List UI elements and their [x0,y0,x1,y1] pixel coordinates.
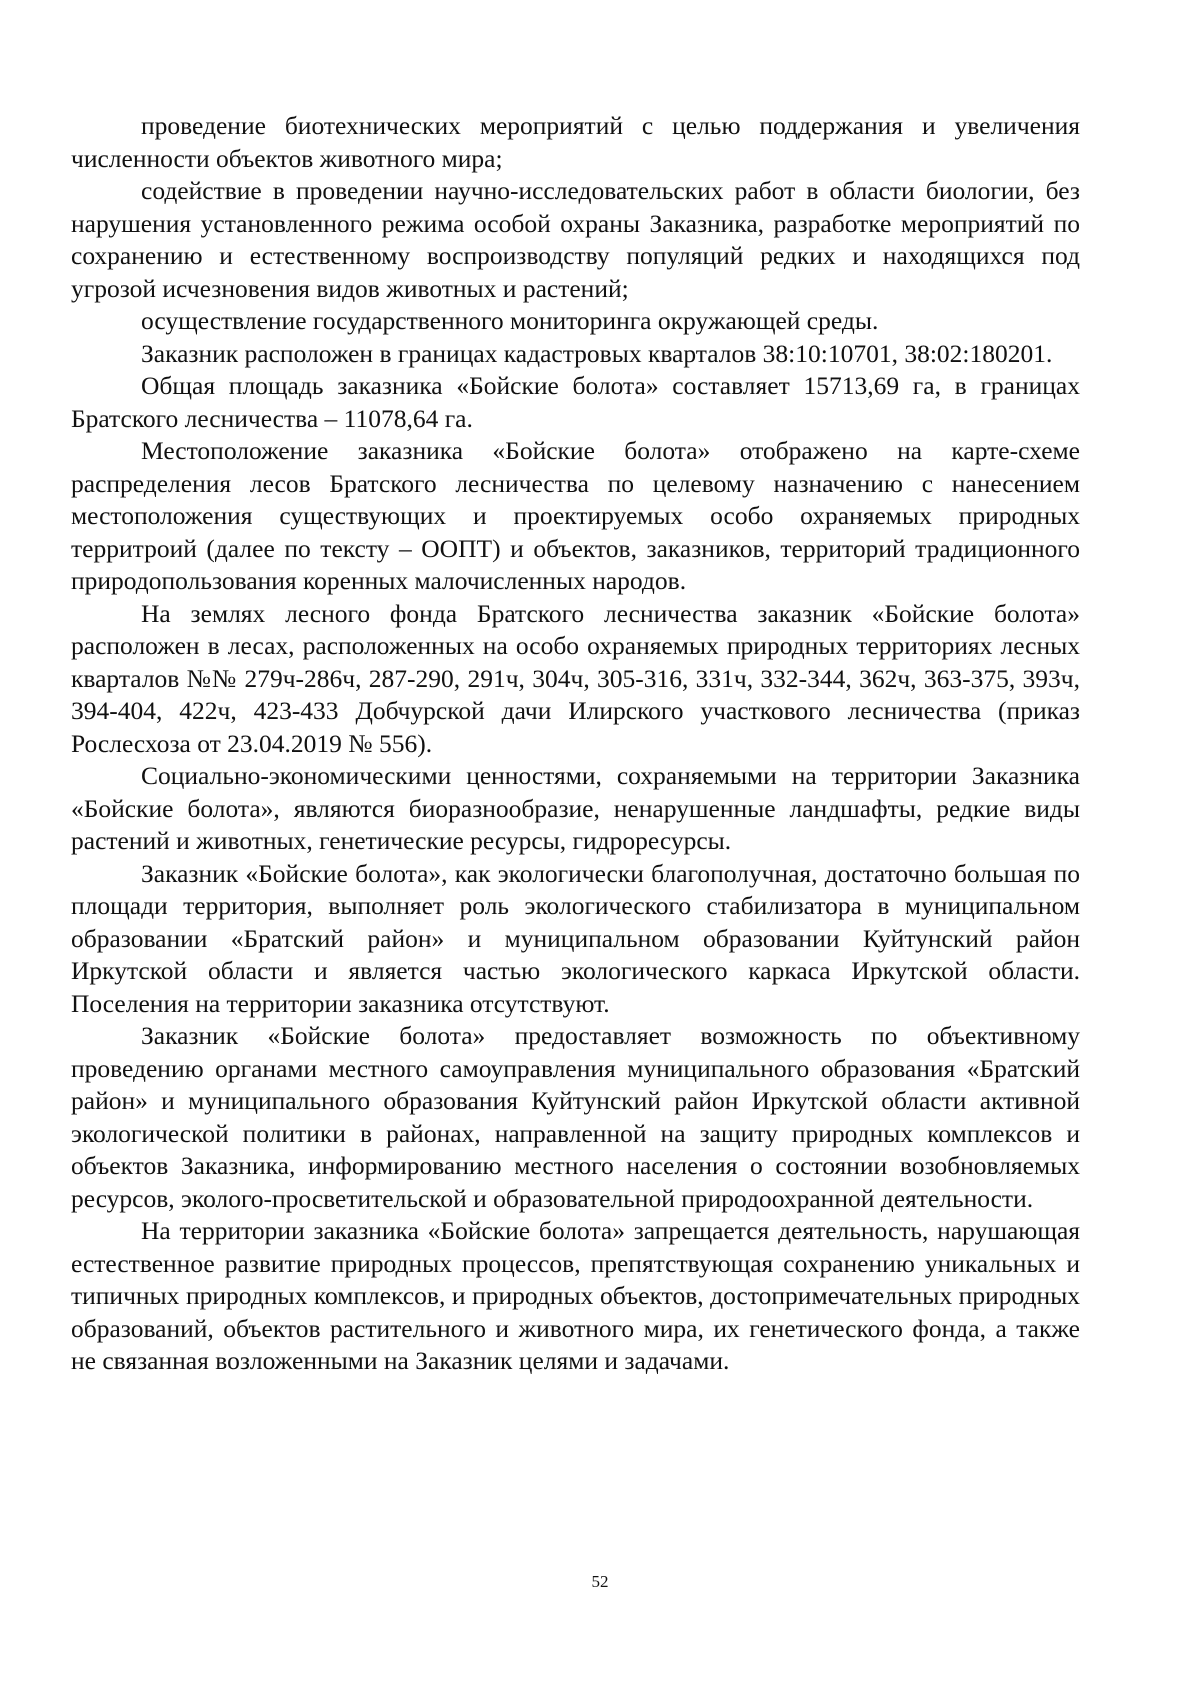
paragraph: проведение биотехнических мероприятий с целью поддержания и увеличения численности объектов животного мира; [71,111,1080,173]
paragraph: Заказник «Бойские болота», как экологически благополучная, достаточно большая по площади территория, выполняет роль экологического стабилизатора в муниципальном образовании «Братский район» и муниципальном образовании Куйтунский район Иркутской области и является частью экологического каркаса Иркутской области. Поселения на территории заказника отсутствуют. [71,858,1080,1018]
paragraph: содействие в проведении научно-исследовательских работ в области биологии, без нарушения установленного режима особой охраны Заказника, разработке мероприятий по сохранению и естественному воспроизводству популяций редких и находящихся под угрозой исчезновения видов животных и растений; [71,176,1080,303]
paragraph: На землях лесного фонда Братского лесничества заказник «Бойские болота» расположен в лесах, расположенных на особо охраняемых природных территориях лесных кварталов №№ 279ч-286ч, 287-290, 291ч, 304ч, 305-316, 331ч, 332-344, 362ч, 363-375, 393ч, 394-404, 422ч, 423-433 Добчурской дачи Илирского участкового лесничества (приказ Рослесхоза от 23.04.2019 № 556). [71,598,1080,758]
paragraph: осуществление государственного мониторинга окружающей среды. [141,306,879,335]
paragraph: Социально-экономическими ценностями, сохраняемыми на территории Заказника «Бойские болота», являются биоразнообразие, ненарушенные ландшафты, редкие виды растений и животных, генетические ресурсы, гидроресурсы. [71,761,1080,855]
paragraph: Заказник расположен в границах кадастровых кварталов 38:10:10701, 38:02:180201. [141,338,1053,368]
paragraph: Местоположение заказника «Бойские болота» отображено на карте-схеме распределения лесов Братского лесничества по целевому назначению с нанесением местоположения существующих и проектируемых особо охраняемых природных территроий (далее по тексту – ООПТ) и объектов, заказников, территорий традиционного природопользования коренных малочисленных народов. [71,436,1080,595]
page-number: 52 [591,1572,609,1591]
document-body [71,110,1080,1378]
paragraph: На территории заказника «Бойские болота» запрещается деятельность, нарушающая естественное развитие природных процессов, препятствующая сохранению уникальных и типичных природных комплексов, и природных объектов, достопримечательных природных образований, объектов растительного и животного мира, их генетического фонда, а также не связанная возложенными на Заказник целями и задачами. [71,1216,1080,1375]
paragraph: Заказник «Бойские болота» предоставляет возможность по объективному проведению органами местного самоуправления муниципального образования «Братский район» и муниципального образования Куйтунский район Иркутской области активной экологической политики в районах, направленной на защиту природных комплексов и объектов Заказника, информированию местного населения о состоянии возобновляемых ресурсов, эколого-просветительской и образовательной природоохранной деятельности. [71,1021,1080,1213]
paragraph: Общая площадь заказника «Бойские болота» составляет 15713,69 га, в границах Братского лесничества – 11078,64 га. [71,371,1080,433]
